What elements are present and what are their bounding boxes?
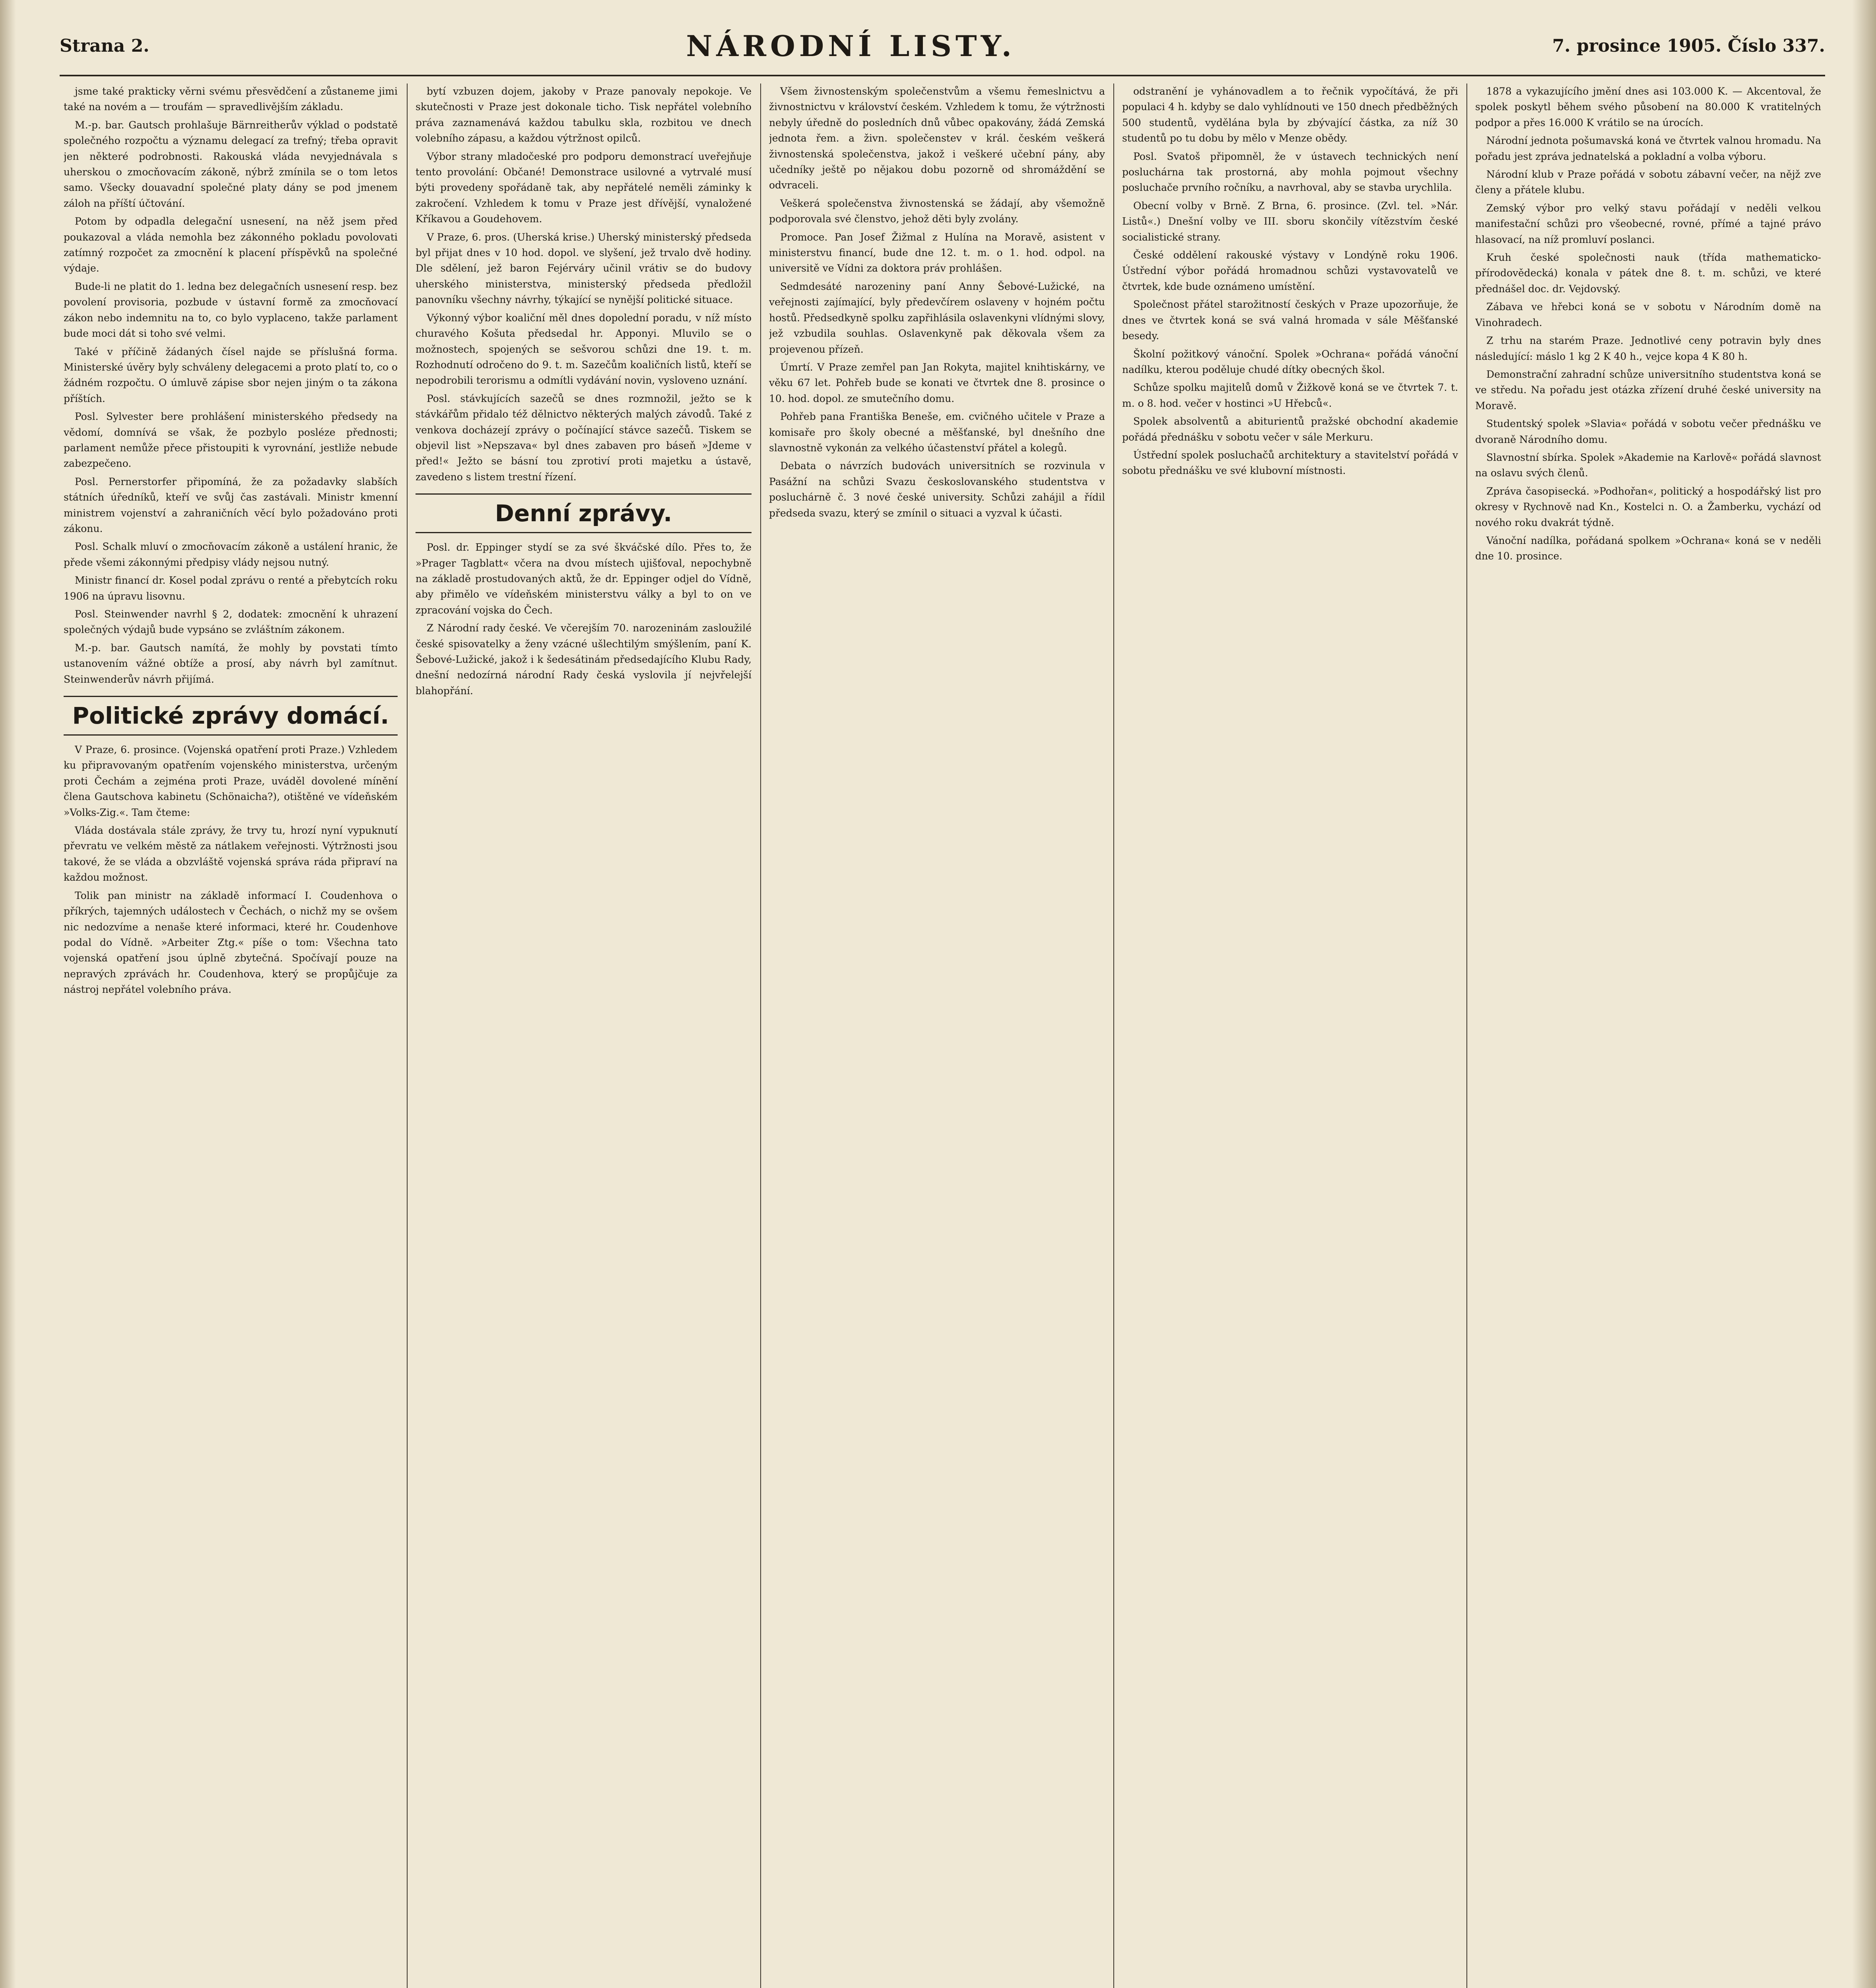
paragraph: Posl. Svatoš připomněl, že v ústavech technických není posluchárna tak prostorná, aby mohla pojmout všechny posluchače prvního ročníku, a navrhoval, aby se stavba urychlila. [1122,150,1458,194]
paragraph: Národní klub v Praze pořádá v sobotu zábavní večer, na nějž zve členy a přátele klubu. [1475,169,1821,196]
paragraph: Společnost přátel starožitností českých v Praze upozorňuje, že dnes ve čtvrtek koná se svá valná hromada v sále Měšťanské besedy. [1122,299,1458,342]
paragraph: Bude-li ne platit do 1. ledna bez delegačních usnesení resp. bez povolení provisoria, pozbude v ústavní formě za zmocňovací zákon nebo indemnitu na to, co bylo vyplaceno, takže parlament bude moci dát si toho své velmi. [64,280,398,340]
newspaper-title: NÁRODNÍ LISTY. [686,29,1016,63]
paragraph: České oddělení rakouské výstavy v Londýně roku 1906. Ústřední výbor pořádá hromadnou schůzi vystavovatelů ve čtvrtek, kde bude oznámeno umístění. [1122,249,1458,292]
paragraph: Také v příčině žádaných čísel najde se příslušná forma. Ministerské úvěry byly schváleny delegacemi a proto platí to, co o žádném rozpočtu. O úmluvě zápise sbor nejen jiným o ta zákona příštích. [64,346,398,404]
paragraph: Ústřední spolek posluchačů architektury a stavitelství pořádá v sobotu přednášku ve své klubovní místnosti. [1122,449,1458,477]
paragraph: Slavnostní sbírka. Spolek »Akademie na Karlově« pořádá slavnost na oslavu svých členů. [1475,451,1821,479]
paragraph: Posl. Schalk mluví o zmocňovacím zákoně a ustálení hranic, že přede všemi zákonnými předpisy vlády nejsou nutný. [64,541,398,568]
paragraph: Spolek absolventů a abiturientů pražské obchodní akademie pořádá přednášku v sobotu večer v sále Merkuru. [1122,415,1458,443]
paragraph: jsme také prakticky věrni svému přesvědčení a zůstaneme jimi také na novém a — troufám — spravedlivějším základu. [64,85,398,113]
paragraph: Vánoční nadílka, pořádaná spolkem »Ochrana« koná se v neděli dne 10. prosince. [1475,534,1821,562]
column-divider [1466,83,1467,1988]
column-4 [1122,83,1458,1988]
paragraph: Výkonný výbor koaliční měl dnes dopolední poradu, v níž místo churavého Košuta předsedal hr. Apponyi. Mluvilo se o možnostech, spojených se sešvorou schůzi dne 19. t. m. Rozhodnutí odročeno do 9. t. m. Sazečům koaličních listů, kteří se nepodrobili terorismu a odmítli vydávání novin, vyslovenо uznání. [416,312,752,386]
paragraph: Úmrtí. V Praze zemřel pan Jan Rokyta, majitel knihtiskárny, ve věku 67 let. Pohřeb bude se konati ve čtvrtek dne 8. prosince o 10. hod. dopol. ze smutečního domu. [769,361,1105,404]
paragraph: Obecní volby v Brně. Z Brna, 6. prosince. (Zvl. tel. »Nár. Listů«.) Dnešní volby ve III. sboru skončily vítězstvím české socialistické strany. [1122,200,1458,243]
paragraph: Posl. stávkujících sazečů se dnes rozmnožil, ježto se k stávkářům přidalo též dělnictvo některých malých závodů. Také z venkova docházejí zprávy o počínající stávce sazečů. Tiskem se objevil list »Nepszava« byl dnes zabaven pro báseň »Jdeme v před!« Ježto se básní tou zprotiví proti majetku a ústavě, zavedeno s listem trestní řízení. [416,392,752,483]
paragraph: Školní požitkový vánoční. Spolek »Ochrana« pořádá vánoční nadílku, kterou poděluje chudé dítky obecných škol. [1122,348,1458,375]
paragraph: Tolik pan ministr na základě informací I. Coudenhova o příkrých, tajemných událostech v Čechách, o nichž my se ovšem nic nedozvíme a nenaše které informaci, které hr. Coudenhove podal do Vídně. »Arbeiter Ztg.« píše o tom: Všechna tato vojenská opatření jsou úplně zbytečná. Spočívají pouze na nepravých zprávách hr. Coudenhova, který se propůjčuje za nástroj nepřátel volebního práva. [64,889,398,996]
paragraph: odstranění je vyhánovadlem a to řečnik vypočítává, že při populaci 4 h. kdyby se dalo vyhlídnouti ve 150 dnech předběžných 500 studentů, vydělána byla by zbývající částka, za níž 30 studentů po tu dobu by mělo v Menze obědy. [1122,85,1458,144]
paragraph: Zpráva časopisecká. »Podhořan«, politický a hospodářský list pro okresy v Rychnově nad Kn., Kostelci n. O. a Žamberku, vychází od nového roku dvakrát týdně. [1475,485,1821,528]
paragraph: Zemský výbor pro velký stavu pořádají v neděli velkou manifestační schůzi pro všeobecné, rovné, přímé a tajné právo hlasovací, na níž promluví poslanci. [1475,202,1821,245]
paragraph: Promoce. Pan Josef Žižmal z Hulína na Moravě, asistent v ministerstvu financí, bude dne 12. t. m. o 1. hod. odpol. na universitě ve Vídni za doktora práv prohlášen. [769,231,1105,274]
paragraph: V Praze, 6. prosince. (Vojenská opatření proti Praze.) Vzhledem ku připravovaným opatřením vojenského ministerstva, určeným proti Čechám a zejména proti Praze, uváděl dovolené mínění člena Gautschova kabinetu (Schönaicha?), otištěné ve vídeňském »Volks-Zig.«. Tam čteme: [64,744,398,818]
paragraph: Posl. dr. Eppinger stydí se za své škváčské dílo. Přes to, že »Prager Tagblatt« včera na dvou místech ujišťoval, nepochybně na základě prostudovaných aktů, že dr. Eppinger odjel do Vídně, aby přimělo ve vídeňském ministerstvu války a byl to on ve zpracování vojska do Čech. [416,542,752,616]
page-edge-shadow-left [0,0,16,1988]
paragraph: Posl. Pernerstorfer připomíná, že za požadavky slabších státních úředníků, kteří ve svůj čas zastávali. Ministr kmenní ministrem vojenství a zahraničních věcí bylo požadováno proti zákonu. [64,476,398,534]
paragraph: Veškerá společenstva živnostenská se žádají, aby všemožně podporovala své členstvo, jehož děti byly zvolány. [769,197,1105,225]
paragraph: Potom by odpadla delegační usnesení, na něž jsem před poukazoval a vláda nemohla bez zákonného pokladu povolovati zatímný rozpočet za zmocnění k placení příspěvků na společné výdaje. [64,215,398,274]
paragraph: M.-p. bar. Gautsch prohlašuje Bärnreitherův výklad o podstatě společného rozpočtu a významu delegací za trefný; třeba opravit jen některé podrobnosti. Rakouská vláda nevyjednávala s uherskou o zmocňovacím zákoně, nýbrž zmínila se o tom letos samo. Všecky douavadní společné platy dány se pod jmenem záloh na příští účtování. [64,119,398,209]
paragraph: bytí vzbuzen dojem, jakoby v Praze panovaly nepokoje. Ve skutečnosti v Praze jest dokonale ticho. Tisk nepřátel volebního práva zaznamenává každou tabulku skla, rozbitou ve dnech volebního zápasu, a každou výtržnost opilců. [416,85,752,144]
paragraph: Studentský spolek »Slavia« pořádá v sobotu večer přednášku ve dvoraně Národního domu. [1475,418,1821,445]
column-divider [1113,83,1114,1988]
paragraph: Posl. Steinwender navrhl § 2, dodatek: zmocnění k uhrazení společných výdajů bude vypsáno se zvláštním zákonem. [64,608,398,636]
header-rule [60,75,1825,76]
paragraph: Debata o návrzích budovách universitních se rozvinula v Pasážní na schůzi Svazu českoslovanského studentstva v posluchárně č. 3 nové české university. Schůzi zahájil a řídil předseda svazu, který se zmínil o situaci a vyzval k účasti. [769,460,1105,519]
paragraph: Zábava ve hřebci koná se v sobotu v Národním domě na Vinohradech. [1475,301,1821,328]
paragraph: M.-p. bar. Gautsch namítá, že mohly by povstati tímto ustanovením vážné obtíže a prosí, aby návrh byl zamítnut. Steinwenderův návrh přijímá. [64,642,398,685]
paragraph: 1878 a vykazujícího jmění dnes asi 103.000 K. — Akcentoval, že spolek poskytl během svého působení na 80.000 K vratitelných podpor a přes 16.000 K vrátilo se na úrocích. [1475,85,1821,128]
section-heading-politics: Politické zprávy domácí. [64,696,398,736]
paragraph: Z trhu na starém Praze. Jednotlivé ceny potravin byly dnes následující: máslo 1 kg 2 K 40 h., vejce kopa 4 K 80 h. [1475,335,1821,362]
paragraph: V Praze, 6. pros. (Uherská krise.) Uherský ministerský předseda byl přijat dnes v 10 hod. dopol. ve slyšení, jež trvalo dvě hodiny. Dle sdělení, jež baron Fejérváry učinil vrátiv se do budovy uherského ministerstva, ministerský předseda předložil panovníku všechny návrhy, týkající se nynější politické situace. [416,231,752,306]
paragraph: Národní jednota pošumavská koná ve čtvrtek valnou hromadu. Na pořadu jest zpráva jednatelská a pokladní a volba výboru. [1475,135,1821,162]
paragraph: Výbor strany mladočeské pro podporu demonstrací uveřejňuje tento provolání: Občané! Demonstrace usilovné a vytrvalé musí býti provedeny spořádaně tak, aby nepřátelé neměli záminky k zakročení. Vzhledem k tomu v Praze jest dřívější, vynaložené Kříkavou a Goudehovem. [416,150,752,225]
column-2 [416,83,752,1988]
column-1 [64,83,398,1988]
page-number: Strana 2. [60,35,150,56]
column-divider [760,83,761,1988]
paragraph: Sedmdesáté narozeniny paní Anny Šebové-Lužické, na veřejnosti zajímající, byly předevčírem oslaveny v hojném počtu hostů. Předsedkyně spolku zapřihlásila oslavenkyni vlídnými slovy, jež vzbudila souhlas. Oslavenkyně pak děkovala všem za projevenou přízeň. [769,280,1105,355]
column-divider [407,83,408,1988]
paragraph: Schůze spolku majitelů domů v Žižkově koná se ve čtvrtek 7. t. m. o 8. hod. večer v hostinci »U Hřebců«. [1122,382,1458,409]
paragraph: Všem živnostenským společenstvům a všemu řemeslnictvu a živnostnictvu v království českém. Vzhledem k tomu, že výtržnosti nebyly úředně do posledních dnů vůbec opakovány, žádá Zemská jednota řem. a živn. společenstev v král. českém veškerá živnostenská společenstva, jakož i veškeré učební pány, aby učedníky ještě po nějakou dobu pozorně od shromáždění se odvraceli. [769,85,1105,191]
column-3 [769,83,1105,1988]
paragraph: Demonstrační zahradní schůze universitního studentstva koná se ve středu. Na pořadu jest otázka zřízení druhé české university na Moravě. [1475,368,1821,412]
paragraph: Vláda dostávala stále zprávy, že trvy tu, hrozí nyní vypuknutí převratu ve velkém městě za nátlakem veřejnosti. Výtržnosti jsou takové, že se vláda a obzvláště vojenská správa ráda připraví na každou možnost. [64,825,398,883]
page-edge-shadow-right [1852,0,1876,1988]
issue-date: 7. prosince 1905. Číslo 337. [1552,35,1825,56]
paragraph: Kruh české společnosti nauk (třída mathematicko-přírodovědecká) konala v pátek dne 8. t. m. schůzi, ve které přednášel doc. dr. Vejdovský. [1475,252,1821,295]
paragraph: Posl. Sylvester bere prohlášení ministerského předsedy na vědomí, domnívá se však, že pozbylo posléze přednosti; parlament nemůže přece přistoupiti k vyrovnání, jestliže nebude zabezpečeno. [64,411,398,470]
paragraph: Pohřeb pana Františka Beneše, em. cvičného učitele v Praze a komisaře pro školy obecné a měšťanské, byl dnešního dne slavnostně vykonán za velkého účastenství přátel a kolegů. [769,411,1105,454]
paragraph: Z Národní rady české. Ve včerejším 70. narozeninám zasloužilé české spisovatelky a ženy vzácné ušlechtilým smýšlením, paní K. Šebové-Lužické, jakož i k šedesátinám předsedajícího Klubu Rady, dnešní nedozírná národní Rady česká vyslovila jí nejvřelejší blahopřání. [416,622,752,697]
paragraph: Ministr financí dr. Kosel podal zprávu o renté a přebytcích roku 1906 na úpravu lisovnu. [64,575,398,602]
section-heading-daily-news: Denní zprávy. [416,493,752,533]
column-5 [1475,83,1821,1988]
masthead [60,16,1825,76]
